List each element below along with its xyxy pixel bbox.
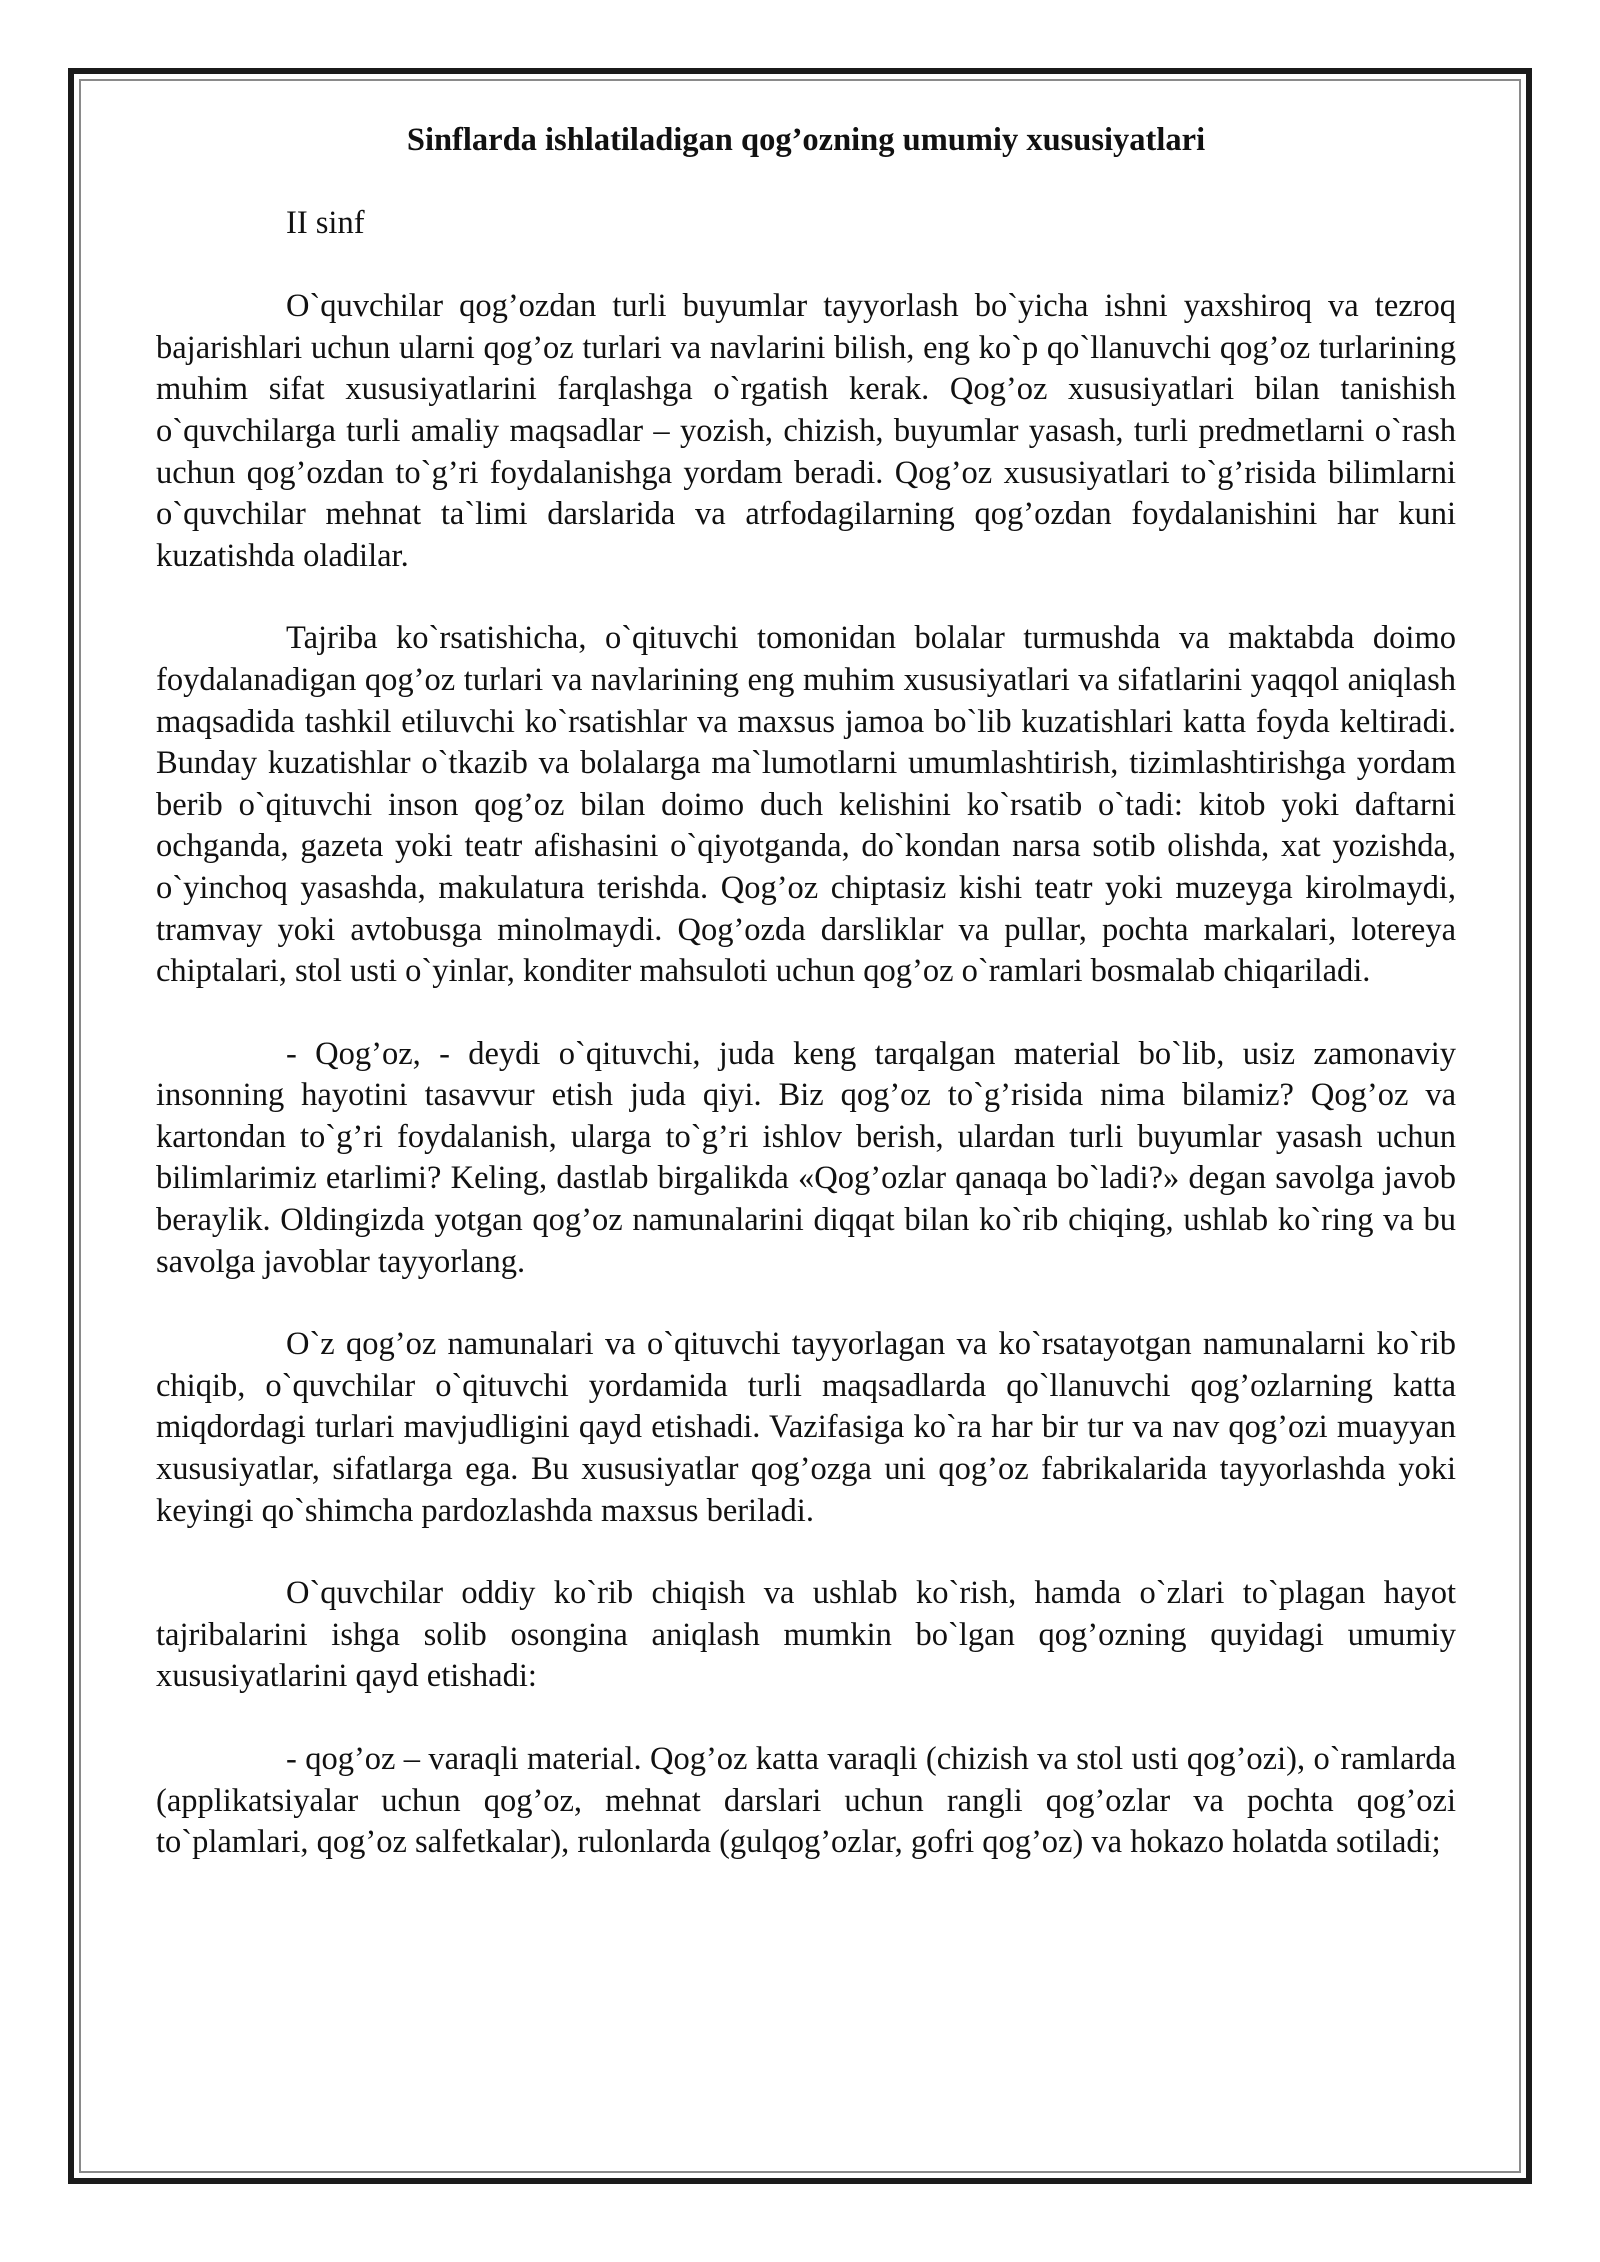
document-title: Sinflarda ishlatiladigan qog’ozning umumiy xususiyatlari [406, 122, 1206, 158]
page-frame [68, 68, 1532, 2184]
class-heading: II sinf [286, 204, 365, 241]
paragraph-3: - Qog’oz, - deydi o`qituvchi, juda keng tarqalgan material bo`lib, usiz zamonaviy insonning hayotini tasavvur etish juda qiyi. Biz qog’oz to`g’risida nima bilamiz? Qog’oz va kartondan to`g’ri foydalanish, ularga to`g’ri ishlov berish, ulardan turli buyumlar yasash uchun bilimlarimiz etarlimi? Keling, dastlab birgalikda «Qog’ozlar qanaqa bo`ladi?» degan savolga javob beraylik. Oldingizda yotgan qog’oz namunalarini diqqat bilan ko`rib chiqing, ushlab ko`ring va bu savolga javoblar tayyorlang. [156, 1035, 1456, 1280]
paragraph-5: O`quvchilar oddiy ko`rib chiqish va ushlab ko`rish, hamda o`zlari to`plagan hayot tajribalarini ishga solib osongina aniqlash mumkin bo`lgan qog’ozning quyidagi umumiy xususiyatlarini qayd etishadi: [156, 1575, 1456, 1695]
document-body [156, 120, 1456, 1864]
paragraph-1: O`quvchilar qog’ozdan turli buyumlar tayyorlash bo`yicha ishni yaxshiroq va tezroq bajarishlari uchun ularni qog’oz turlari va navlarini bilish, eng ko`p qo`llanuvchi qog’oz turlarining muhim sifat xususiyatlarini farqlashga o`rgatish kerak. Qog’oz xususiyatlari bilan tanishish o`quvchilarga turli amaliy maqsadlar – yozish, chizish, buyumlar yasash, turli predmetlarni o`rash uchun qog’ozdan to`g’ri foydalanishga yordam beradi. Qog’oz xususiyatlari to`g’risida bilimlarni o`quvchilar mehnat ta`limi darslarida va atrfodagilarning qog’ozdan foydalanishini har kuni kuzatishda oladilar. [156, 288, 1456, 574]
paragraph-4: O`z qog’oz namunalari va o`qituvchi tayyorlagan va ko`rsatayotgan namunalarni ko`rib chiqib, o`quvchilar o`qituvchi yordamida turli maqsadlarda qo`llanuvchi qog’ozlarning katta miqdordagi turlari mavjudligini qayd etishadi. Vazifasiga ko`ra har bir tur va nav qog’ozi muayyan xususiyatlar, sifatlarga ega. Bu xususiyatlar qog’ozga uni qog’oz fabrikalarida tayyorlashda yoki keyingi qo`shimcha pardozlashda maxsus beriladi. [156, 1326, 1456, 1529]
paragraph-6: - qog’oz – varaqli material. Qog’oz katta varaqli (chizish va stol usti qog’ozi), o`ramlarda (applikatsiyalar uchun qog’oz, mehnat darslari uchun rangli qog’ozlar va pochta qog’ozi to`plamlari, qog’oz salfetkalar), rulonlarda (gulqog’ozlar, gofri qog’oz) va hokazo holatda sotiladi; [156, 1741, 1456, 1861]
paragraph-2: Tajriba ko`rsatishicha, o`qituvchi tomonidan bolalar turmushda va maktabda doimo foydalanadigan qog’oz turlari va navlarining eng muhim xususiyatlari va sifatlarini yaqqol aniqlash maqsadida tashkil etiluvchi ko`rsatishlar va maxsus jamoa bo`lib kuzatishlari katta foyda keltiradi. Bunday kuzatishlar o`tkazib va bolalarga ma`lumotlarni umumlashtirish, tizimlashtirishga yordam berib o`qituvchi inson qog’oz bilan doimo duch kelishini ko`rsatib o`tadi: kitob yoki daftarni ochganda, gazeta yoki teatr afishasini o`qiyotganda, do`kondan narsa sotib olishda, xat yozishda, o`yinchoq yasashda, makulatura terishda. Qog’oz chiptasiz kishi teatr yoki muzeyga kirolmaydi, tramvay yoki avtobusga minolmaydi. Qog’ozda darsliklar va pullar, pochta markalari, lotereya chiptalari, stol usti o`yinlar, konditer mahsuloti uchun qog’oz o`ramlari bosmalab chiqariladi. [156, 620, 1456, 990]
